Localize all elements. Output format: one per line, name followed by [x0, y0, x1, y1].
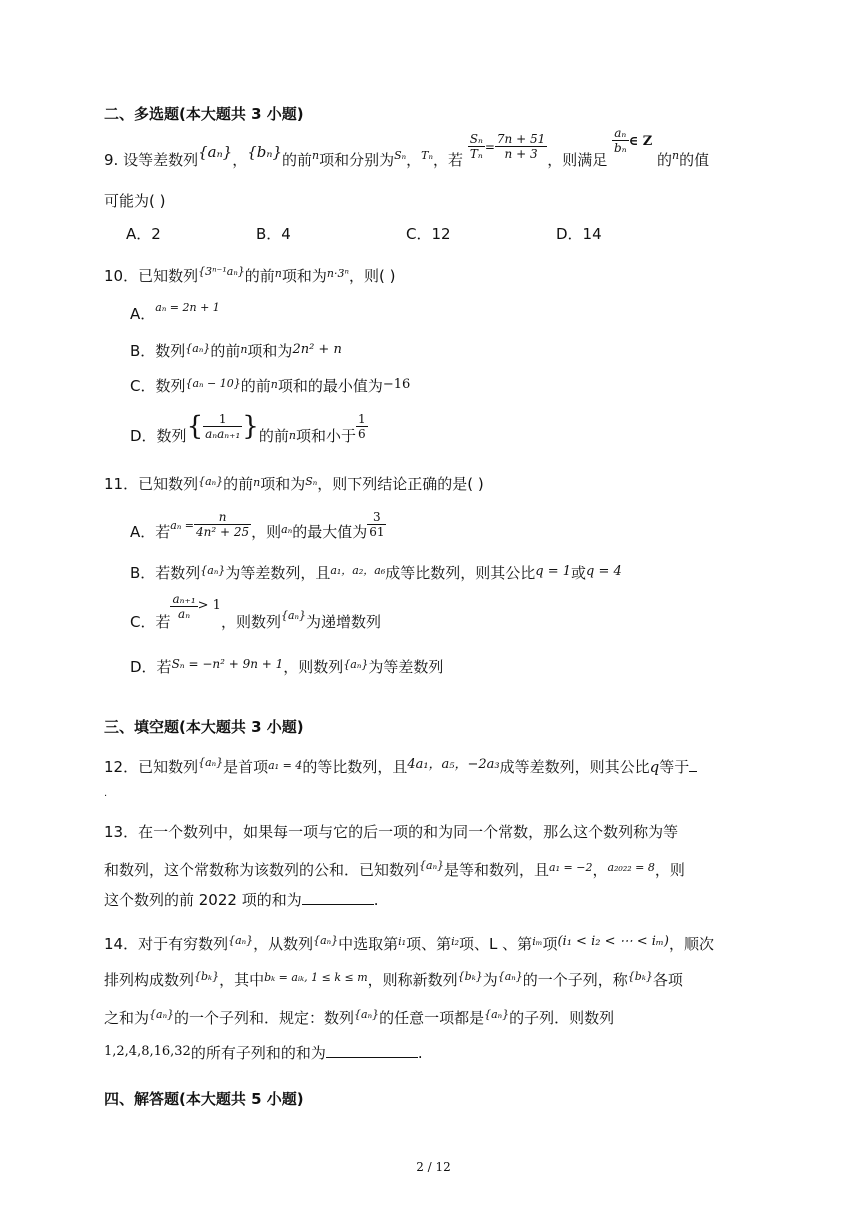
section-heading-fill-in: 三、填空题(本大题共 3 小题)	[104, 718, 304, 736]
q9-option-a: A．2	[126, 225, 161, 243]
q9-option-c: C．12	[406, 225, 451, 243]
fraction-1-over-anan1: $\frac{1}{\text{aₙaₙ₊₁}}$	[205, 412, 241, 441]
question-14-line-4: 1,2,4,8,16,32的所有子列和的和为 .	[104, 1044, 423, 1062]
brace-right: }	[242, 411, 259, 442]
question-13-line-2: 和数列，这个常数称为该数列的公和．已知数列$^{\{a_n\}}$是等和数列，且$^{a_1 = -2}$，$^{a_{2022} = 8}$，则	[104, 859, 685, 879]
q9-option-b: B．4	[256, 225, 291, 243]
fraction-3-over-61: $\frac{3}{61}$	[369, 510, 385, 539]
question-14-line-1: 14．对于有穷数列$^{\{a_n\}}$，从数列$^{\{a_n\}}$中选取第$^{i_1}$项、第$^{i_2}$项、L 、第$^{i_m}$项(i₁ < i₂ < ⋯ < iₘ)，顺次	[104, 934, 714, 953]
question-12-dot: .	[104, 788, 108, 799]
q11-option-b: B．若数列$^{\{a_n\}}$为等差数列，且$^{a_1,a_2,a_6}$成等比数列，则其公比q = 1或q = 4	[130, 564, 622, 582]
q11-option-d: D．若$^{S_n = -n^2 + 9n + 1}$，则数列$^{\{a_n\}}$为等差数列	[130, 657, 444, 676]
answer-blank-14[interactable]	[326, 1043, 418, 1058]
answer-blank-13[interactable]	[302, 890, 374, 905]
fraction-a-over-b: $\frac{\text{aₙ}}{\text{bₙ}}$	[614, 126, 627, 155]
q10-option-c: C．数列$^{\{a_n - 10\}}$的前$^n$项和的最小值为−16	[130, 377, 411, 395]
fraction-1-over-6: $\frac{1}{6}$	[357, 412, 366, 441]
question-11-stem: 11．已知数列$^{\{a_n\}}$的前$^n$项和为$^{S_n}$，则下列结论正确的是( )	[104, 475, 484, 493]
answer-blank-12[interactable]	[689, 757, 697, 772]
q9-option-d: D．14	[556, 225, 602, 243]
question-10-stem: 10．已知数列$^{\{3^{n-1}a_n\}}$的前$^n$项和为$^{n\cdot 3^n}$，则( )	[104, 265, 396, 285]
question-13-line-1: 13．在一个数列中，如果每一项与它的后一项的和为同一个常数，那么这个数列称为等	[104, 823, 679, 841]
q10-option-d: D．数列{ $\frac{1}{\text{aₙaₙ₊₁}}$ }的前$_n$项和小于 $\frac{1}{6}$	[130, 411, 366, 445]
section-heading-solutions: 四、解答题(本大题共 5 小题)	[104, 1090, 304, 1108]
question-14-line-3: 之和为$^{\{a_n\}}$的一个子列和．规定：数列$^{\{a_n\}}$的任意一项都是$^{\{a_n\}}$的子列．则数列	[104, 1008, 615, 1027]
fraction-an1-over-an: $\frac{\text{aₙ₊₁}}{\text{aₙ}}$	[172, 592, 196, 621]
brace-left: {	[186, 411, 204, 442]
question-9-stem: 9. 设等差数列{aₙ}，{bₙ}的前$^n$项和分别为$^{S_n}$，$^{T_n}$，若 $\frac{\text{Sₙ}}{\text{Tₙ}}$ = $\frac{7n + 51}{n + 3}$ ，则满足 $\frac{\text{aₙ}}{\text{bₙ}}$ ∈ Z 的$^n$的值	[104, 126, 710, 169]
q11-option-c: C．若 $\frac{\text{aₙ₊₁}}{\text{aₙ}}$ > 1，则数列$_{\{a_n\}}$为递增数列	[130, 592, 381, 631]
section-heading-multiple-choice: 二、多选题(本大题共 3 小题)	[104, 105, 304, 123]
q11-option-a: A．若aₙ = $\frac{n}{\text{4n² + 25}}$ ，则$_{a_n}$的最大值为 $\frac{3}{61}$	[130, 510, 385, 541]
fraction-n-over-4n2-25: $\frac{n}{\text{4n² + 25}}$	[196, 510, 250, 539]
question-9-stem-cont: 可能为( )	[104, 192, 166, 210]
fraction-7n51-over-n3: $\frac{7n + 51}{n + 3}$	[496, 132, 546, 161]
question-13-line-3: 这个数列的前 2022 项的和为 .	[104, 891, 379, 909]
q10-option-a: A．$^{a_n = 2n + 1}$	[130, 301, 220, 323]
q10-option-b: B．数列$^{\{a_n\}}$的前$^n$项和为2n² + n	[130, 342, 342, 360]
question-14-line-2: 排列构成数列$^{\{b_k\}}$，其中$^{b_k = aᵢ_k, 1 \le k \le m}$，则称新数列$^{\{b_k\}}$为$^{\{a_n\}}$的一个子列，称$^{\{b_k\}}$各项	[104, 970, 683, 989]
fraction-S-over-T: $\frac{\text{Sₙ}}{\text{Tₙ}}$	[469, 132, 483, 161]
question-12-stem: 12．已知数列$^{\{a_n\}}$是首项$^{a_1 = 4}$的等比数列，且4a₁，a₅，−2a₃成等差数列，则其公比q等于	[104, 757, 697, 779]
page-number: 2 / 12	[416, 1160, 451, 1174]
